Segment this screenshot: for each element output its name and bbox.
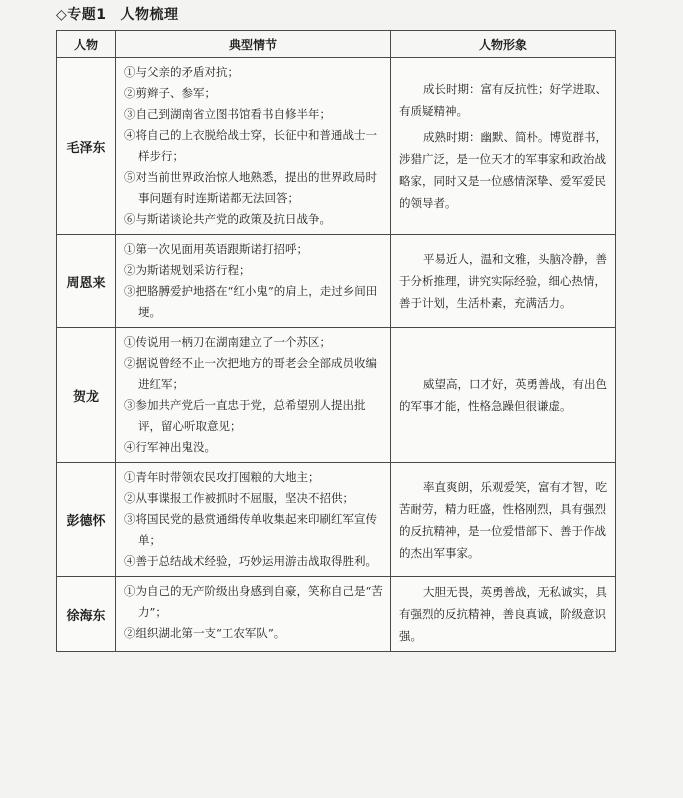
character-image-cell: [391, 328, 616, 463]
typical-plot-cell: [116, 58, 391, 235]
character-name: 周恩来: [57, 235, 116, 328]
table-row: [57, 235, 616, 328]
plot-item: ②据说曾经不止一次把地方的哥老会全部成员收编进红军；: [124, 356, 377, 391]
typical-plot-cell: [116, 235, 391, 328]
section-title: [56, 4, 179, 24]
character-image-paragraph: 大胆无畏，英勇善战，无私诚实，具有强烈的反抗精神，善良真诚，阶级意识强。: [399, 585, 607, 643]
table-row: [57, 58, 616, 235]
plot-item: ③自己到湖南省立图书馆看书自修半年；: [124, 107, 331, 121]
plot-item: ②为斯诺规划采访行程；: [124, 263, 251, 277]
character-image-paragraph: 成熟时期：幽默、简朴。博览群书，涉猎广泛，是一位天才的军事家和政治战略家，同时又是一位感情深挚、爱军爱民的领导者。: [399, 130, 607, 210]
plot-item: ③将国民党的悬赏通缉传单收集起来印刷红军宣传单；: [124, 512, 377, 547]
character-name: 毛泽东: [57, 58, 116, 235]
character-image-cell: [391, 58, 616, 235]
column-header-name: 人物: [57, 31, 116, 58]
plot-item: ②剪辫子、参军；: [124, 86, 216, 100]
column-header-image: 人物形象: [391, 31, 616, 58]
character-name: 贺龙: [57, 328, 116, 463]
plot-item: ①传说用一柄刀在湖南建立了一个苏区；: [124, 335, 331, 349]
plot-item: ③参加共产党后一直忠于党，总希望别人提出批评，留心听取意见；: [124, 398, 366, 433]
topic-label: 专题1: [67, 7, 107, 23]
table-row: [57, 577, 616, 652]
plot-item: ③把胳膊爱护地搭在“红小鬼”的肩上，走过乡间田埂。: [124, 284, 378, 319]
diamond-icon: ◇: [56, 7, 68, 23]
typical-plot-cell: [116, 577, 391, 652]
plot-item: ②组织湖北第一支“工农军队”。: [124, 626, 286, 640]
plot-item: ①为自己的无产阶级出身感到自豪，笑称自己是“苦力”；: [124, 584, 383, 619]
typical-plot-cell: [116, 328, 391, 463]
typical-plot-cell: [116, 463, 391, 577]
character-image-paragraph: 平易近人，温和文雅，头脑冷静，善于分析推理，讲究实际经验，细心热情，善于计划，生活朴素，充满活力。: [399, 252, 607, 310]
plot-item: ②从事谍报工作被抓时不屈服，坚决不招供；: [124, 491, 354, 505]
plot-item: ①第一次见面用英语跟斯诺打招呼；: [124, 242, 308, 256]
character-image-cell: [391, 463, 616, 577]
character-image-cell: [391, 577, 616, 652]
plot-item: ⑤对当前世界政治惊人地熟悉，提出的世界政局时事问题有时连斯诺都无法回答；: [124, 170, 377, 205]
column-header-plot: 典型情节: [116, 31, 391, 58]
plot-item: ④善于总结战术经验，巧妙运用游击战取得胜利。: [124, 554, 377, 568]
plot-item: ⑥与斯诺谈论共产党的政策及抗日战争。: [124, 212, 331, 226]
topic-title: 人物梳理: [120, 7, 179, 23]
table-row: [57, 328, 616, 463]
character-image-paragraph: 率直爽朗，乐观爱笑，富有才智，吃苦耐劳，精力旺盛，性格刚烈，具有强烈的反抗精神，是一位爱惜部下、善于作战的杰出军事家。: [399, 479, 607, 560]
character-image-cell: [391, 235, 616, 328]
character-image-paragraph: 威望高，口才好，英勇善战，有出色的军事才能，性格急躁但很谦虚。: [399, 377, 607, 413]
character-name: 徐海东: [57, 577, 116, 652]
plot-item: ①与父亲的矛盾对抗；: [124, 65, 239, 79]
plot-item: ④将自己的上衣脱给战士穿，长征中和普通战士一样步行；: [124, 128, 377, 163]
plot-item: ④行军神出鬼没。: [124, 440, 216, 454]
character-table: [56, 30, 616, 652]
table-row: [57, 463, 616, 577]
character-image-paragraph: 成长时期：富有反抗性；好学进取、有质疑精神。: [399, 82, 607, 118]
character-name: 彭德怀: [57, 463, 116, 577]
plot-item: ①青年时带领农民攻打囤粮的大地主；: [124, 470, 320, 484]
table-header-row: [57, 31, 616, 58]
